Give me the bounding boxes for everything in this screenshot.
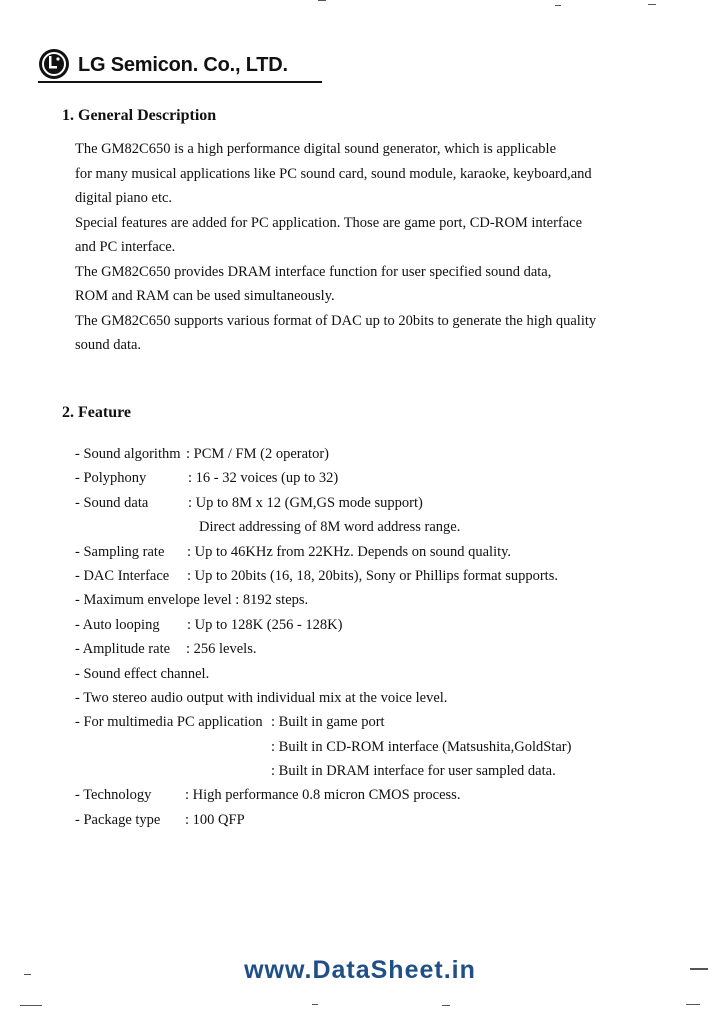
feature-label: - Sound data: [75, 494, 149, 511]
description-line: for many musical applications like PC sound card, sound module, karaoke, keyboard,and: [75, 165, 592, 182]
lg-logo-icon: [38, 48, 70, 80]
feature-label: - Sound algorithm: [75, 446, 181, 462]
description-line: Special features are added for PC application. Those are game port, CD-ROM interface: [75, 214, 583, 231]
section-title-general: 1. General Description: [62, 107, 217, 124]
feature-value: : 256 levels.: [186, 641, 257, 658]
feature-label: - Auto looping: [75, 616, 160, 633]
page-header: [38, 48, 328, 88]
feature-value: Direct addressing of 8M word address range.: [199, 519, 461, 536]
scan-mark: [442, 1005, 450, 1006]
feature-label: - Package type: [75, 811, 161, 828]
feature-label: - Two stereo audio output with individual mix at the voice level.: [75, 689, 448, 706]
company-name: LG Semicon. Co., LTD.: [78, 54, 288, 76]
feature-value: : PCM / FM (2 operator): [186, 446, 329, 462]
feature-value: : 16 - 32 voices (up to 32): [188, 470, 339, 487]
scan-mark: [318, 0, 326, 1]
feature-value: : High performance 0.8 micron CMOS process.: [185, 787, 461, 804]
feature-value: : 100 QFP: [185, 811, 245, 828]
scan-mark: [20, 1005, 42, 1006]
scan-mark: [690, 968, 708, 970]
description-line: The GM82C650 is a high performance digital sound generator, which is applicable: [75, 141, 557, 157]
feature-label: - DAC Interface: [75, 567, 170, 584]
description-line: sound data.: [75, 337, 142, 353]
scan-mark: [648, 4, 656, 5]
feature-label: - Polyphony: [75, 470, 147, 487]
description-line: The GM82C650 provides DRAM interface function for user specified sound data,: [75, 263, 552, 280]
feature-label: - Technology: [75, 787, 152, 804]
section-title-feature: 2. Feature: [62, 404, 132, 421]
feature-label: - Sound effect channel.: [75, 665, 210, 682]
feature-label: - For multimedia PC application: [75, 714, 263, 731]
feature-value: : Up to 8M x 12 (GM,GS mode support): [188, 494, 423, 511]
description-line: The GM82C650 supports various format of DAC up to 20bits to generate the high quality: [75, 312, 597, 329]
scan-mark: [555, 5, 561, 6]
scan-mark: [686, 1004, 700, 1005]
feature-value: : Up to 20bits (16, 18, 20bits), Sony or Phillips format supports.: [187, 567, 558, 584]
description-line: digital piano etc.: [75, 190, 173, 206]
watermark-link[interactable]: www.DataSheet.in: [244, 956, 476, 984]
general-description: [75, 137, 596, 358]
feature-value: : Built in CD-ROM interface (Matsushita,GoldStar): [271, 738, 572, 755]
feature-value: : Up to 128K (256 - 128K): [187, 616, 343, 633]
feature-value: : Built in game port: [271, 714, 385, 731]
feature-label: - Maximum envelope level : 8192 steps.: [75, 592, 309, 609]
feature-label: - Amplitude rate: [75, 641, 171, 658]
feature-value: : Up to 46KHz from 22KHz. Depends on sound quality.: [187, 543, 512, 560]
description-line: and PC interface.: [75, 239, 176, 255]
scan-mark: [24, 974, 31, 975]
scan-mark: [312, 1004, 318, 1005]
feature-value: : Built in DRAM interface for user sampled data.: [271, 763, 556, 780]
header-rule: [38, 81, 322, 83]
description-line: ROM and RAM can be used simultaneously.: [75, 288, 335, 304]
feature-label: - Sampling rate: [75, 543, 165, 560]
